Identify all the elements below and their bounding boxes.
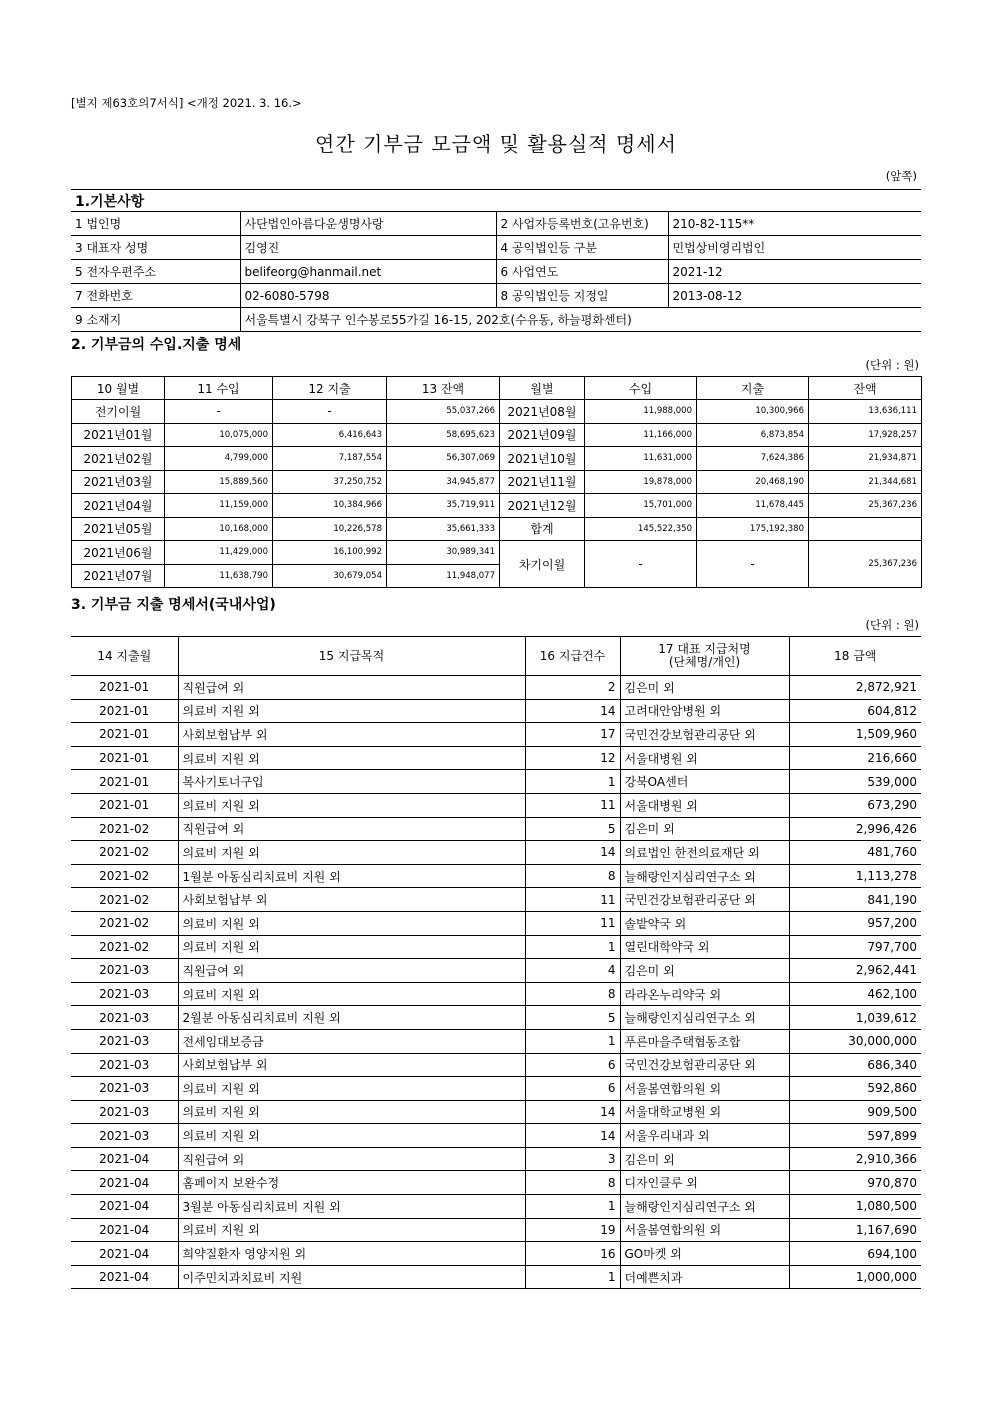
expense-amount: 2,872,921 bbox=[789, 676, 921, 700]
table-cell: - bbox=[165, 400, 273, 424]
expense-recipient: 의료법인 한전의료재단 외 bbox=[620, 841, 789, 865]
expense-amount: 1,039,612 bbox=[789, 1006, 921, 1030]
col-header-line2: (단체명/개인) bbox=[668, 655, 741, 669]
expense-month: 2021-01 bbox=[71, 676, 178, 700]
expense-recipient: 서울대병원 외 bbox=[620, 793, 789, 817]
expense-recipient: 국민건강보험관리공단 외 bbox=[620, 723, 789, 747]
month-row bbox=[72, 541, 922, 565]
table-cell: 34,945,877 bbox=[387, 470, 500, 494]
basic-info-table bbox=[71, 189, 921, 332]
expense-row bbox=[71, 982, 921, 1006]
expense-row bbox=[71, 770, 921, 794]
expense-purpose: 사회보험납부 외 bbox=[178, 888, 525, 912]
page-title: 연간 기부금 모금액 및 활용실적 명세서 bbox=[315, 132, 677, 156]
expense-purpose: 2월분 아동심리치료비 지원 외 bbox=[178, 1006, 525, 1030]
expense-recipient: 서울봄연합의원 외 bbox=[620, 1077, 789, 1101]
expense-row bbox=[71, 793, 921, 817]
month-row bbox=[72, 494, 922, 518]
expense-month: 2021-03 bbox=[71, 1006, 178, 1030]
table-cell: 2021년11월 bbox=[500, 470, 585, 494]
expense-count: 16 bbox=[525, 1242, 620, 1266]
expense-month: 2021-03 bbox=[71, 982, 178, 1006]
expense-row bbox=[71, 911, 921, 935]
table-cell: 2021년03월 bbox=[72, 470, 165, 494]
expense-month: 2021-01 bbox=[71, 793, 178, 817]
expense-row bbox=[71, 888, 921, 912]
info-label: 7 전화번호 bbox=[71, 284, 240, 308]
expense-recipient: 국민건강보험관리공단 외 bbox=[620, 888, 789, 912]
expense-amount: 673,290 bbox=[789, 793, 921, 817]
expense-recipient: 늘해랑인지심리연구소 외 bbox=[620, 1006, 789, 1030]
expense-purpose: 이주민치과치료비 지원 bbox=[178, 1265, 525, 1289]
expense-purpose: 홈페이지 보완수정 bbox=[178, 1171, 525, 1195]
expense-row bbox=[71, 1218, 921, 1242]
expense-amount: 539,000 bbox=[789, 770, 921, 794]
expense-count: 19 bbox=[525, 1218, 620, 1242]
expense-purpose: 의료비 지원 외 bbox=[178, 935, 525, 959]
info-label: 8 공익법인등 지정일 bbox=[496, 284, 668, 308]
info-row bbox=[71, 236, 921, 260]
expense-amount: 1,000,000 bbox=[789, 1265, 921, 1289]
expense-count: 8 bbox=[525, 864, 620, 888]
table-cell: 전기이월 bbox=[72, 400, 165, 424]
table-cell: 2021년10월 bbox=[500, 447, 585, 471]
table-cell: 7,187,554 bbox=[273, 447, 387, 471]
expense-row bbox=[71, 959, 921, 983]
expense-month: 2021-04 bbox=[71, 1147, 178, 1171]
expense-purpose: 사회보험납부 외 bbox=[178, 723, 525, 747]
table-cell: 11,638,790 bbox=[165, 564, 273, 588]
expense-recipient: 푸른마을주택협동조합 bbox=[620, 1029, 789, 1053]
expense-recipient: 강북OA센터 bbox=[620, 770, 789, 794]
table-cell: 15,889,560 bbox=[165, 470, 273, 494]
info-value: 김영진 bbox=[240, 236, 496, 260]
col-header: 지출 bbox=[697, 377, 809, 400]
info-value: 2021-12 bbox=[668, 260, 921, 284]
expense-month: 2021-03 bbox=[71, 1100, 178, 1124]
table-cell: 11,988,000 bbox=[585, 400, 697, 424]
expense-row bbox=[71, 864, 921, 888]
col-header: 11 수입 bbox=[165, 377, 273, 400]
month-row bbox=[72, 400, 922, 424]
expense-amount: 30,000,000 bbox=[789, 1029, 921, 1053]
expense-amount: 909,500 bbox=[789, 1100, 921, 1124]
expense-month: 2021-04 bbox=[71, 1218, 178, 1242]
table-cell: 55,037,266 bbox=[387, 400, 500, 424]
carry-label: 차기이월 bbox=[500, 541, 585, 588]
table-cell: 2021년05월 bbox=[72, 517, 165, 541]
expense-count: 5 bbox=[525, 817, 620, 841]
expense-row bbox=[71, 1100, 921, 1124]
table-cell: - bbox=[273, 400, 387, 424]
expense-count: 3 bbox=[525, 1147, 620, 1171]
table-cell: 30,989,341 bbox=[387, 541, 500, 565]
info-label: 2 사업자등록번호(고유번호) bbox=[496, 212, 668, 236]
col-header: 18 금액 bbox=[789, 637, 921, 676]
expense-recipient: 더예쁜치과 bbox=[620, 1265, 789, 1289]
table-cell: 145,522,350 bbox=[585, 517, 697, 541]
expense-count: 1 bbox=[525, 1195, 620, 1219]
expense-recipient: 고려대안암병원 외 bbox=[620, 699, 789, 723]
expense-purpose: 의료비 지원 외 bbox=[178, 841, 525, 865]
expense-row bbox=[71, 723, 921, 747]
expense-month: 2021-03 bbox=[71, 1053, 178, 1077]
table-cell: 2021년08월 bbox=[500, 400, 585, 424]
expense-amount: 2,996,426 bbox=[789, 817, 921, 841]
expense-amount: 841,190 bbox=[789, 888, 921, 912]
expense-count: 1 bbox=[525, 1029, 620, 1053]
info-value: 02-6080-5798 bbox=[240, 284, 496, 308]
info-row bbox=[71, 308, 921, 332]
section3-title: 3. 기부금 지출 명세서(국내사업) bbox=[71, 597, 276, 613]
expense-month: 2021-02 bbox=[71, 935, 178, 959]
month-row bbox=[72, 470, 922, 494]
expense-count: 1 bbox=[525, 770, 620, 794]
expense-month: 2021-01 bbox=[71, 770, 178, 794]
expense-recipient: 서울대병원 외 bbox=[620, 746, 789, 770]
info-row bbox=[71, 284, 921, 308]
expense-month: 2021-04 bbox=[71, 1171, 178, 1195]
expense-purpose: 직원급여 외 bbox=[178, 959, 525, 983]
expense-purpose: 희약질환자 영양지원 외 bbox=[178, 1242, 525, 1266]
expense-recipient: 국민건강보험관리공단 외 bbox=[620, 1053, 789, 1077]
side-label: (앞쪽) bbox=[885, 169, 917, 183]
table-cell: 11,678,445 bbox=[697, 494, 809, 518]
expense-amount: 1,509,960 bbox=[789, 723, 921, 747]
expense-row bbox=[71, 841, 921, 865]
info-value: 서울특별시 강북구 인수봉로55가길 16-15, 202호(수유동, 하늘평화센터) bbox=[240, 308, 921, 332]
expense-purpose: 직원급여 외 bbox=[178, 1147, 525, 1171]
expense-recipient: 늘해랑인지심리연구소 외 bbox=[620, 864, 789, 888]
info-value: belifeorg@hanmail.net bbox=[240, 260, 496, 284]
table-cell: 11,166,000 bbox=[585, 423, 697, 447]
expense-row bbox=[71, 1265, 921, 1289]
table-cell: 13,636,111 bbox=[809, 400, 922, 424]
expense-row bbox=[71, 699, 921, 723]
expense-count: 2 bbox=[525, 676, 620, 700]
expense-row bbox=[71, 1029, 921, 1053]
expense-month: 2021-02 bbox=[71, 911, 178, 935]
month-row bbox=[72, 517, 922, 541]
col-header-line1: 17 대표 지급처명 bbox=[658, 642, 751, 656]
col-header: 13 잔액 bbox=[387, 377, 500, 400]
table-cell: 11,159,000 bbox=[165, 494, 273, 518]
expenditure-table bbox=[71, 636, 921, 1289]
expense-purpose: 의료비 지원 외 bbox=[178, 1100, 525, 1124]
table-cell: 10,226,578 bbox=[273, 517, 387, 541]
section2-unit: (단위 : 원) bbox=[865, 358, 919, 372]
expense-count: 11 bbox=[525, 793, 620, 817]
info-row bbox=[71, 260, 921, 284]
expense-purpose: 3월분 아동심리치료비 지원 외 bbox=[178, 1195, 525, 1219]
expense-row bbox=[71, 676, 921, 700]
table-cell: 16,100,992 bbox=[273, 541, 387, 565]
expense-count: 14 bbox=[525, 699, 620, 723]
expense-recipient: 솔밭약국 외 bbox=[620, 911, 789, 935]
col-header: 16 지급건수 bbox=[525, 637, 620, 676]
expense-amount: 1,113,278 bbox=[789, 864, 921, 888]
expense-amount: 797,700 bbox=[789, 935, 921, 959]
month-row bbox=[72, 423, 922, 447]
expense-purpose: 의료비 지원 외 bbox=[178, 911, 525, 935]
expense-purpose: 의료비 지원 외 bbox=[178, 982, 525, 1006]
expense-amount: 604,812 bbox=[789, 699, 921, 723]
expense-month: 2021-03 bbox=[71, 1124, 178, 1148]
expense-recipient: 서울봄연합의원 외 bbox=[620, 1218, 789, 1242]
info-value: 민법상비영리법인 bbox=[668, 236, 921, 260]
expense-month: 2021-03 bbox=[71, 959, 178, 983]
table-cell: 30,679,054 bbox=[273, 564, 387, 588]
expense-month: 2021-02 bbox=[71, 817, 178, 841]
col-header: 15 지급목적 bbox=[178, 637, 525, 676]
col-header: 14 지출월 bbox=[71, 637, 178, 676]
expense-row bbox=[71, 1242, 921, 1266]
expense-count: 4 bbox=[525, 959, 620, 983]
info-label: 6 사업연도 bbox=[496, 260, 668, 284]
table-cell: 11,429,000 bbox=[165, 541, 273, 565]
expense-month: 2021-01 bbox=[71, 699, 178, 723]
expense-row bbox=[71, 1077, 921, 1101]
expense-amount: 462,100 bbox=[789, 982, 921, 1006]
expense-count: 17 bbox=[525, 723, 620, 747]
table-cell: 11,631,000 bbox=[585, 447, 697, 471]
col-header: 잔액 bbox=[809, 377, 922, 400]
month-row bbox=[72, 447, 922, 471]
expense-purpose: 의료비 지원 외 bbox=[178, 1124, 525, 1148]
expense-amount: 597,899 bbox=[789, 1124, 921, 1148]
section2-title: 2. 기부금의 수입.지출 명세 bbox=[71, 337, 242, 353]
table-cell: 15,701,000 bbox=[585, 494, 697, 518]
expense-count: 6 bbox=[525, 1077, 620, 1101]
table-cell: 21,934,871 bbox=[809, 447, 922, 471]
table-cell: 56,307,069 bbox=[387, 447, 500, 471]
expense-row bbox=[71, 1171, 921, 1195]
expense-purpose: 의료비 지원 외 bbox=[178, 746, 525, 770]
expense-amount: 1,167,690 bbox=[789, 1218, 921, 1242]
expense-recipient: 라라온누리약국 외 bbox=[620, 982, 789, 1006]
table-cell: 19,878,000 bbox=[585, 470, 697, 494]
table-cell: 17,928,257 bbox=[809, 423, 922, 447]
expense-purpose: 직원급여 외 bbox=[178, 676, 525, 700]
expense-count: 5 bbox=[525, 1006, 620, 1030]
expense-count: 12 bbox=[525, 746, 620, 770]
income-expense-table bbox=[71, 376, 922, 588]
expense-month: 2021-03 bbox=[71, 1077, 178, 1101]
table-cell: 175,192,380 bbox=[697, 517, 809, 541]
expense-recipient: 김은미 외 bbox=[620, 959, 789, 983]
expense-amount: 2,910,366 bbox=[789, 1147, 921, 1171]
table-cell: 6,873,854 bbox=[697, 423, 809, 447]
expense-row bbox=[71, 1195, 921, 1219]
expense-count: 8 bbox=[525, 1171, 620, 1195]
table-cell: 10,168,000 bbox=[165, 517, 273, 541]
col-header: 10 월별 bbox=[72, 377, 165, 400]
expense-count: 14 bbox=[525, 841, 620, 865]
info-label: 3 대표자 성명 bbox=[71, 236, 240, 260]
col-header bbox=[620, 637, 789, 676]
table-cell: 2021년06월 bbox=[72, 541, 165, 565]
col-header: 12 지출 bbox=[273, 377, 387, 400]
expense-row bbox=[71, 817, 921, 841]
expense-month: 2021-04 bbox=[71, 1265, 178, 1289]
expense-month: 2021-01 bbox=[71, 723, 178, 747]
table-cell: 7,624,386 bbox=[697, 447, 809, 471]
expense-month: 2021-04 bbox=[71, 1195, 178, 1219]
expense-row bbox=[71, 1053, 921, 1077]
expense-purpose: 의료비 지원 외 bbox=[178, 699, 525, 723]
expense-row bbox=[71, 1124, 921, 1148]
expense-amount: 592,860 bbox=[789, 1077, 921, 1101]
expense-count: 11 bbox=[525, 888, 620, 912]
table-cell: 10,384,966 bbox=[273, 494, 387, 518]
info-value: 사단법인아름다운생명사랑 bbox=[240, 212, 496, 236]
expense-month: 2021-02 bbox=[71, 888, 178, 912]
expense-purpose: 직원급여 외 bbox=[178, 817, 525, 841]
carry-income: - bbox=[585, 541, 697, 588]
table-cell: 2021년04월 bbox=[72, 494, 165, 518]
table-cell: 2021년07월 bbox=[72, 564, 165, 588]
col-header: 월별 bbox=[500, 377, 585, 400]
expense-month: 2021-02 bbox=[71, 841, 178, 865]
expense-amount: 957,200 bbox=[789, 911, 921, 935]
expense-recipient: 디자인클루 외 bbox=[620, 1171, 789, 1195]
expense-count: 14 bbox=[525, 1100, 620, 1124]
expense-purpose: 1월분 아동심리치료비 지원 외 bbox=[178, 864, 525, 888]
info-row bbox=[71, 212, 921, 236]
table-cell: 2021년01월 bbox=[72, 423, 165, 447]
table-cell: 20,468,190 bbox=[697, 470, 809, 494]
info-label: 5 전자우편주소 bbox=[71, 260, 240, 284]
expense-amount: 1,080,500 bbox=[789, 1195, 921, 1219]
form-number: [별지 제63호의7서식] <개정 2021. 3. 16.> bbox=[71, 96, 302, 110]
expense-count: 11 bbox=[525, 911, 620, 935]
info-label: 4 공익법인등 구분 bbox=[496, 236, 668, 260]
table-cell: 58,695,623 bbox=[387, 423, 500, 447]
expense-month: 2021-01 bbox=[71, 746, 178, 770]
col-header: 수입 bbox=[585, 377, 697, 400]
expense-amount: 970,870 bbox=[789, 1171, 921, 1195]
table-cell: 합계 bbox=[500, 517, 585, 541]
expense-recipient: 김은미 외 bbox=[620, 676, 789, 700]
expense-count: 1 bbox=[525, 1265, 620, 1289]
expense-recipient: 늘해랑인지심리연구소 외 bbox=[620, 1195, 789, 1219]
expense-purpose: 전세임대보증금 bbox=[178, 1029, 525, 1053]
table-cell: 37,250,752 bbox=[273, 470, 387, 494]
expense-count: 6 bbox=[525, 1053, 620, 1077]
info-value: 2013-08-12 bbox=[668, 284, 921, 308]
expense-recipient: 김은미 외 bbox=[620, 817, 789, 841]
table-cell: 2021년12월 bbox=[500, 494, 585, 518]
expense-month: 2021-02 bbox=[71, 864, 178, 888]
info-value: 210-82-115** bbox=[668, 212, 921, 236]
expense-purpose: 사회보험납부 외 bbox=[178, 1053, 525, 1077]
table-cell: 2021년02월 bbox=[72, 447, 165, 471]
expense-count: 1 bbox=[525, 935, 620, 959]
expense-amount: 481,760 bbox=[789, 841, 921, 865]
expense-amount: 694,100 bbox=[789, 1242, 921, 1266]
table-header bbox=[72, 377, 922, 400]
expense-amount: 2,962,441 bbox=[789, 959, 921, 983]
expense-month: 2021-03 bbox=[71, 1029, 178, 1053]
table-cell: 25,367,236 bbox=[809, 494, 922, 518]
expense-amount: 216,660 bbox=[789, 746, 921, 770]
expense-row bbox=[71, 1147, 921, 1171]
expense-month: 2021-04 bbox=[71, 1242, 178, 1266]
expense-amount: 686,340 bbox=[789, 1053, 921, 1077]
expense-count: 8 bbox=[525, 982, 620, 1006]
expense-purpose: 의료비 지원 외 bbox=[178, 1218, 525, 1242]
expense-recipient: 열린대학약국 외 bbox=[620, 935, 789, 959]
table-cell: 10,075,000 bbox=[165, 423, 273, 447]
info-label: 1 법인명 bbox=[71, 212, 240, 236]
table-cell: 10,300,966 bbox=[697, 400, 809, 424]
info-label: 9 소재지 bbox=[71, 308, 240, 332]
expense-row bbox=[71, 1006, 921, 1030]
table-cell: 4,799,000 bbox=[165, 447, 273, 471]
carry-balance: 25,367,236 bbox=[809, 541, 922, 588]
carry-expense: - bbox=[697, 541, 809, 588]
table-cell bbox=[809, 517, 922, 541]
expense-recipient: 김은미 외 bbox=[620, 1147, 789, 1171]
expense-recipient: GO마켓 외 bbox=[620, 1242, 789, 1266]
expense-purpose: 의료비 지원 외 bbox=[178, 793, 525, 817]
table-cell: 2021년09월 bbox=[500, 423, 585, 447]
table-cell: 35,719,911 bbox=[387, 494, 500, 518]
section1-title: 1.기본사항 bbox=[71, 190, 921, 212]
expense-purpose: 복사기토너구입 bbox=[178, 770, 525, 794]
expense-purpose: 의료비 지원 외 bbox=[178, 1077, 525, 1101]
expense-recipient: 서울대학교병원 외 bbox=[620, 1100, 789, 1124]
expense-recipient: 서울우리내과 외 bbox=[620, 1124, 789, 1148]
section3-unit: (단위 : 원) bbox=[865, 618, 919, 632]
expense-row bbox=[71, 935, 921, 959]
table-cell: 35,661,333 bbox=[387, 517, 500, 541]
expense-count: 14 bbox=[525, 1124, 620, 1148]
table-cell: 6,416,643 bbox=[273, 423, 387, 447]
table-header bbox=[71, 637, 921, 676]
table-cell: 21,344,681 bbox=[809, 470, 922, 494]
expense-row bbox=[71, 746, 921, 770]
table-cell: 11,948,077 bbox=[387, 564, 500, 588]
